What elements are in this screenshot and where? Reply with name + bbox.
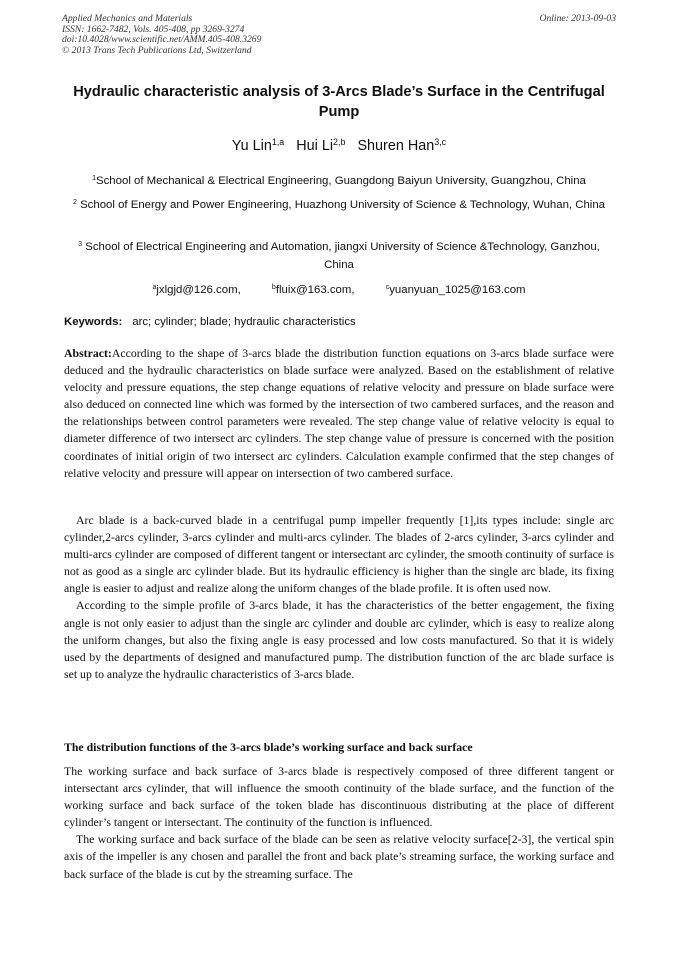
email-text: jxlgjd@126.com, [156, 284, 241, 296]
author [296, 138, 345, 154]
keywords-label: Keywords: [64, 316, 123, 328]
affiliation-sup: 2 [73, 199, 77, 207]
email-text: fluix@163.com, [275, 284, 355, 296]
abstract-paragraph [64, 345, 614, 482]
affiliation-2 [62, 196, 616, 214]
author-sup: 2,b [333, 137, 346, 148]
keywords-text: arc; cylinder; blade; hydraulic characteristics [132, 316, 356, 328]
section-body [64, 763, 614, 883]
email-sup: b [271, 284, 276, 292]
intro-paragraph: Arc blade is a back-curved blade in a centrifugal pump impeller frequently [1],its types include: single arc cylinder,2-arcs cylinder, 3-arcs cylinder and multi-arcs cylinder. The blades of 2-arcs cylinder, 3-arcs cylinder and multi-arcs cylinder are composed of different tangent or intersectant arc cylinder, the smooth continuity of surface is not as good as a single arc cylinder blade. But its hydraulic efficiency is higher than the single arc blade, its fixing angle is easier to adjust and realize along the uniform changes of the blade profile. It is often used now. [64, 513, 614, 596]
abstract-text: According to the shape of 3-arcs blade the distribution function equations on 3-arcs blade surface were deduced and the hydraulic characteristics on blade surface were analyzed. Based on the establishment of relative velocity and pressure equations, the step change equations of relative velocity and pressure on blade surface were also deduced on connected line which was formed by the intersection of two cambered surfaces, and the reason and the relationships between control parameters were revealed. The step change value of relative velocity is equal to diameter difference of two intersect arc cylinders. The step change value of pressure is concerned with the position coordinates of initial origin of two intersect arc cylinders. Calculation example confirmed that the step changes of relative velocity and pressure will appear on intersection of two cambered surface. [64, 346, 614, 480]
affiliation-text: School of Electrical Engineering and Automation, jiangxi University of Science &Technology, Ganzhou, China [82, 241, 600, 271]
email-sup: a [152, 284, 157, 292]
author [357, 138, 446, 154]
abstract [64, 345, 614, 482]
section-paragraph: The working surface and back surface of 3-arcs blade is respectively composed of three different tangent or intersectant arcs cylinder, that will influence the smooth continuity of the blade surface, and the function of the working surface and back surface of the token blade has discontinuous distributing at the place of different cylinder’s tangent or intersectant. The continuity of the function is influenced. [64, 764, 614, 830]
email [386, 284, 526, 296]
email [272, 284, 355, 296]
author-sup: 1,a [271, 137, 285, 148]
copyright-line: © 2013 Trans Tech Publications Ltd, Switzerland [62, 44, 252, 56]
online-date: Online: 2013-09-03 [539, 13, 616, 24]
author-list [60, 136, 618, 156]
keywords [64, 314, 614, 330]
author-name: Shuren Han [357, 138, 435, 154]
author-name: Hui Li [296, 138, 334, 154]
email-list [62, 282, 616, 298]
doi-line: doi:10.4028/www.scientific.net/AMM.405-408.3269 [62, 34, 262, 46]
affiliation-1 [62, 172, 616, 190]
email [152, 284, 240, 296]
issn-line: ISSN: 1662-7482, Vols. 405-408, pp 3269-3274 [62, 23, 245, 35]
author-name: Yu Lin [231, 138, 272, 154]
email-text: yuanyuan_1025@163.com [389, 284, 526, 296]
author-sup: 3,c [434, 137, 447, 148]
affiliation-3 [62, 238, 616, 274]
section-paragraph: The working surface and back surface of the blade can be seen as relative velocity surface[2-3], the vertical spin axis of the impeller is any chosen and parallel the front and back plate’s streaming surface, the working surface and back surface of the blade is cut by the streaming surface. The [64, 832, 614, 881]
journal-name: Applied Mechanics and Materials [62, 13, 193, 24]
affiliation-sup: 1 [92, 175, 97, 183]
author [232, 138, 284, 154]
affiliation-sup: 3 [78, 241, 83, 249]
affiliation-text: School of Energy and Power Engineering, Huazhong University of Science & Technology, Wuhan, China [76, 199, 605, 211]
section-heading: The distribution functions of the 3-arcs blade’s working surface and back surface [64, 740, 473, 754]
journal-header [62, 14, 622, 56]
intro-paragraph: According to the simple profile of 3-arcs blade, it has the characteristics of the better engagement, the fixing angle is not only easier to adjust than the single arc cylinder and double arc cylinder, which is easy to realize along the uniform changes, but also the fixing angle is easy processed and low costs manufactured. So that it is widely used by the departments of designed and manufactured pump. The distribution function of the arc blade surface is set up to analyze the hydraulic characteristics of 3-arcs blade. [64, 598, 614, 681]
affiliation-text: School of Mechanical & Electrical Engineering, Guangdong Baiyun University, Guangzhou, China [96, 175, 586, 187]
email-sup: c [385, 284, 390, 292]
abstract-label: Abstract: [64, 346, 112, 360]
introduction [64, 512, 614, 683]
paper-title: Hydraulic characteristic analysis of 3-Arcs Blade’s Surface in the Centrifugal Pump [73, 84, 605, 120]
